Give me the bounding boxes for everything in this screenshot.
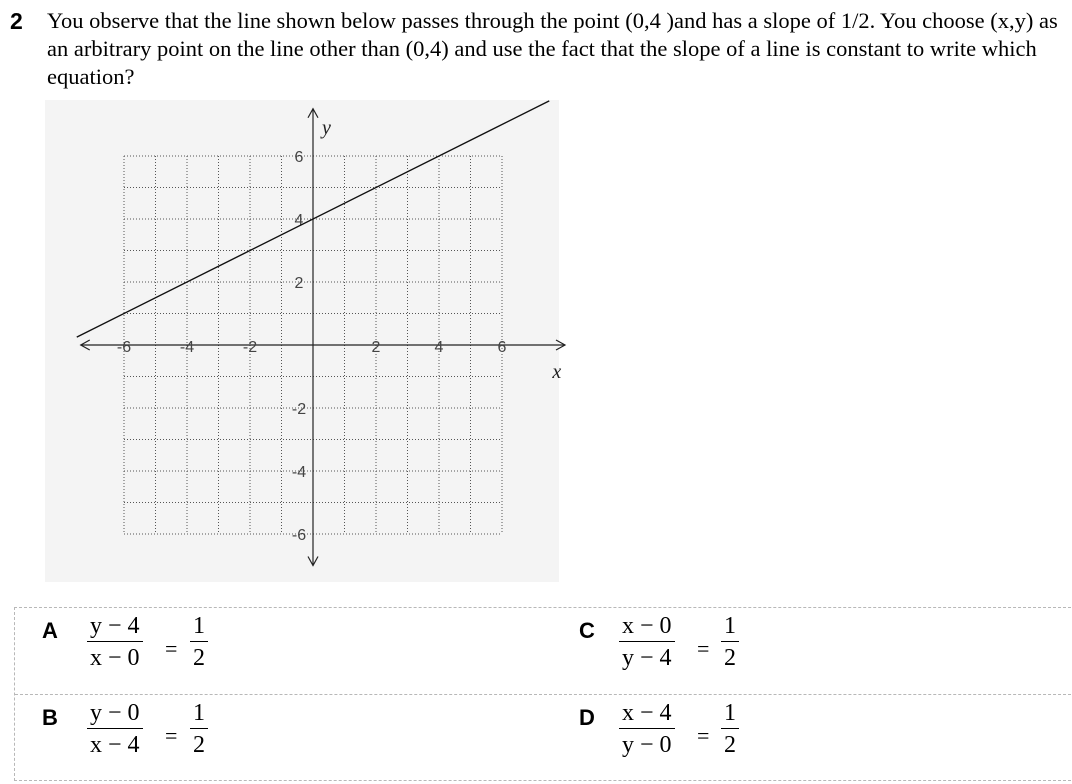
fraction-numerator: x − 4 xyxy=(622,700,672,726)
choice-fraction xyxy=(619,698,675,759)
fraction-denominator: 2 xyxy=(193,732,205,758)
x-tick-label: 4 xyxy=(434,339,444,356)
choice-letter: C xyxy=(579,618,595,643)
fraction-numerator: y − 0 xyxy=(90,700,140,726)
choice-fraction xyxy=(87,611,143,672)
choice-b[interactable] xyxy=(15,695,535,780)
question-number: 2 xyxy=(10,8,23,34)
fraction-numerator: 1 xyxy=(724,613,736,639)
fraction-denominator: 2 xyxy=(724,732,736,758)
fraction-denominator: x − 0 xyxy=(90,645,140,671)
x-axis-label: x xyxy=(552,361,562,383)
fraction-denominator: 2 xyxy=(193,645,205,671)
rhs-fraction xyxy=(190,698,208,759)
fraction-denominator: x − 4 xyxy=(90,732,140,758)
coordinate-graph xyxy=(45,100,562,582)
y-tick-label: -2 xyxy=(291,401,307,418)
choice-fraction xyxy=(87,698,143,759)
x-tick-label: 6 xyxy=(497,339,507,356)
x-tick-label: -6 xyxy=(116,339,132,356)
equals-sign: = xyxy=(697,723,710,748)
fraction-numerator: 1 xyxy=(724,700,736,726)
fraction-numerator: x − 0 xyxy=(622,613,672,639)
equals-sign: = xyxy=(165,636,178,661)
choice-d[interactable] xyxy=(555,695,1069,780)
fraction-denominator: y − 0 xyxy=(622,732,672,758)
choice-c[interactable] xyxy=(555,608,1069,694)
rhs-fraction xyxy=(190,611,208,672)
fraction-numerator: 1 xyxy=(193,700,205,726)
x-tick-label: 2 xyxy=(371,339,381,356)
y-tick-label: 4 xyxy=(294,212,304,229)
choice-fraction xyxy=(619,611,675,672)
y-tick-label: 6 xyxy=(294,149,304,166)
choice-letter: B xyxy=(42,705,58,730)
choice-letter: D xyxy=(579,705,595,730)
y-tick-label: 2 xyxy=(294,275,304,292)
y-tick-label: -4 xyxy=(291,464,307,481)
choice-letter: A xyxy=(42,618,58,643)
fraction-numerator: y − 4 xyxy=(90,613,140,639)
choice-a[interactable] xyxy=(15,608,535,694)
fraction-denominator: 2 xyxy=(724,645,736,671)
rhs-fraction xyxy=(721,611,739,672)
rhs-fraction xyxy=(721,698,739,759)
x-tick-label: -4 xyxy=(179,339,195,356)
equals-sign: = xyxy=(697,636,710,661)
fraction-numerator: 1 xyxy=(193,613,205,639)
equals-sign: = xyxy=(165,723,178,748)
y-axis-label: y xyxy=(322,116,331,139)
answer-choices xyxy=(14,607,1071,781)
x-tick-label: -2 xyxy=(242,339,258,356)
fraction-denominator: y − 4 xyxy=(622,645,672,671)
y-tick-label: -6 xyxy=(291,527,307,544)
question-text: You observe that the line shown below passes through the point (0,4 )and has a slope of 1/2. You choose (x,y) as an arbitrary point on the line other than (0,4) and use the fact that the slope of a line is constant to write which equation? xyxy=(47,8,1058,89)
